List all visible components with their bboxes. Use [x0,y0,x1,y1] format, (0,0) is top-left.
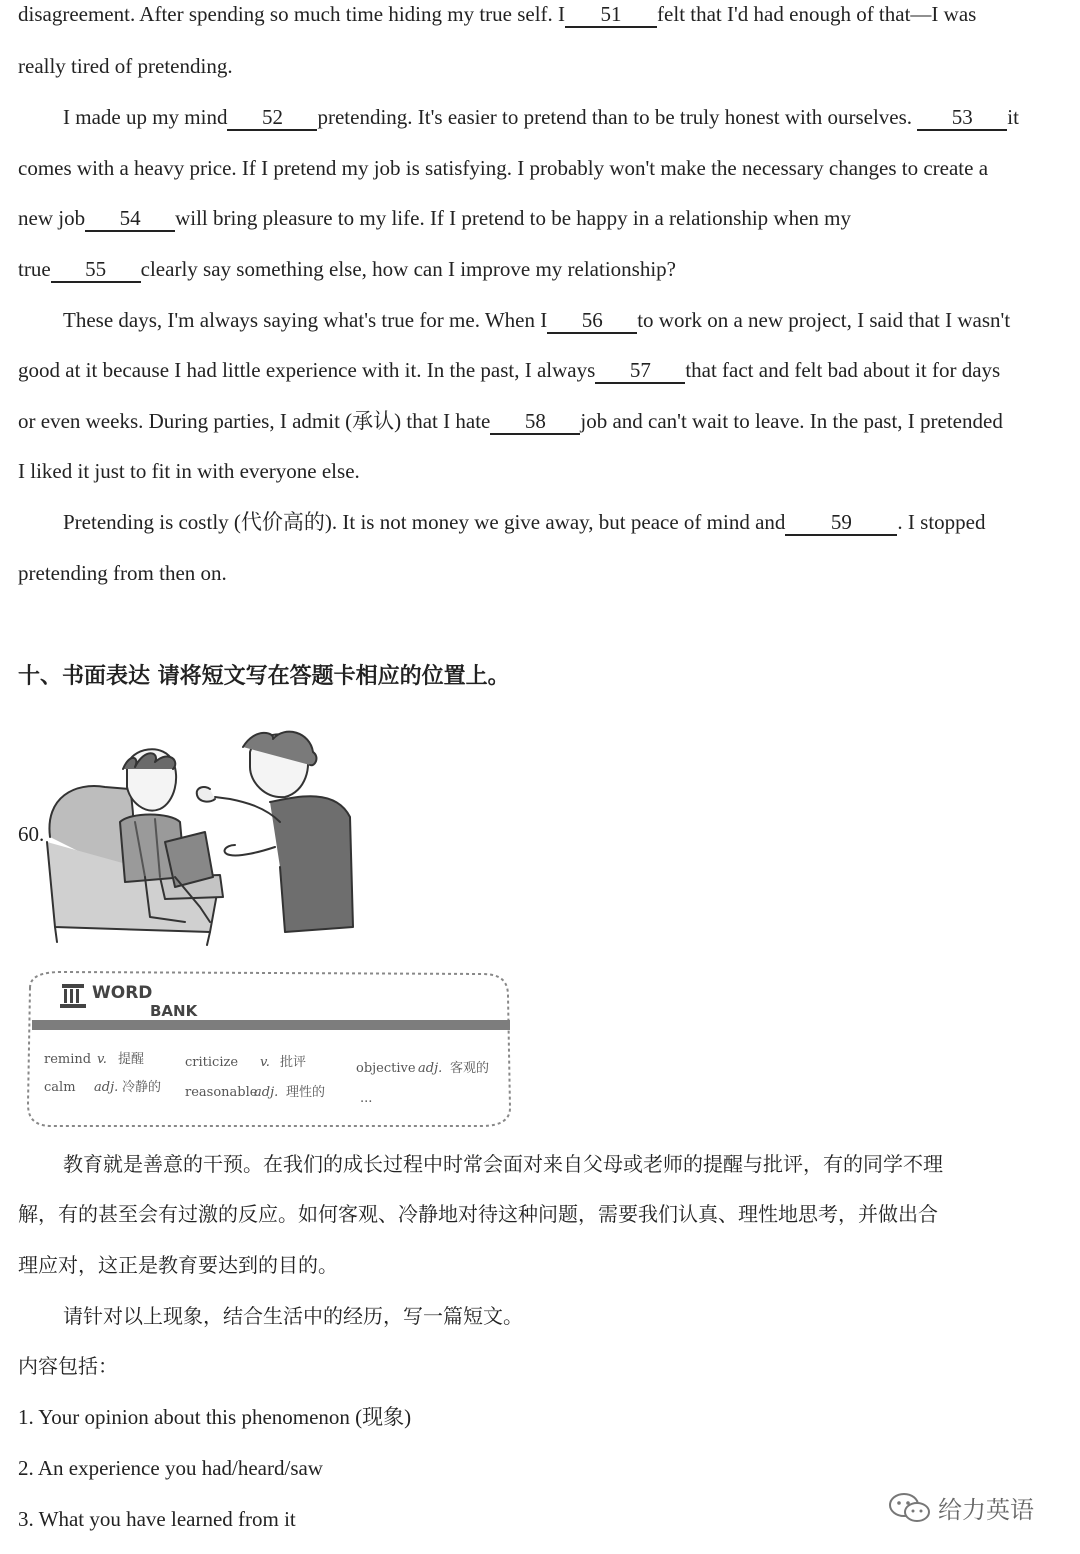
prompt-paragraph: 解，有的甚至会有过激的反应。如何客观、冷静地对待这种问题，需要我们认真、理性地思考，并做出合 [18,1202,938,1226]
watermark-text: 给力英语 [938,1496,1034,1524]
blank-55: 55 [51,257,141,283]
prompt-paragraph: 理应对，这正是教育要达到的目的。 [18,1253,338,1277]
word-bank [22,968,512,1130]
wechat-icon [888,1491,932,1525]
wb-meaning: 批评 [280,1055,307,1070]
blank-58: 58 [490,409,580,435]
passage-line [18,204,851,232]
passage-line [18,255,676,283]
passage-text: it [1007,105,1019,129]
wb-pos: v. [97,1052,107,1067]
passage-text: job and can't wait to leave. In the past, I pretended [580,409,1003,433]
word-bank-title-bank: BANK [150,1002,198,1020]
passage-text: new job [18,206,86,230]
passage-text: to work on a new project, I said that I wasn't [637,308,1011,332]
wb-meaning: 冷静的 [122,1080,162,1095]
passage-line [18,407,1003,435]
content-item: 3. What you have learned from it [18,1507,296,1531]
passage-text: These days, I'm always saying what's true for me. When I [63,308,548,332]
wb-pos: adj. [418,1061,443,1076]
blank-53: 53 [917,105,1007,131]
watermark [888,1490,1034,1525]
passage-text: Pretending is costly (代价高的). It is not money we give away, but peace of mind and [63,510,786,534]
passage-line [18,356,1000,384]
illustration-image [35,727,365,949]
passage-text: felt that I'd had enough of that—I was [657,2,977,26]
passage-text: good at it because I had little experience with it. In the past, I always [18,358,596,382]
prompt-paragraph: 教育就是善意的干预。在我们的成长过程中时常会面对来自父母或老师的提醒与批评，有的同学不理 [63,1152,943,1176]
wb-word: calm [44,1080,76,1095]
passage-text: that fact and felt bad about it for days [685,358,1001,382]
wb-word: reasonable [185,1085,258,1100]
passage-line [18,0,976,28]
passage-line: pretending from then on. [18,561,227,585]
wb-pos: adj. [94,1080,119,1095]
passage-line [63,508,985,536]
wb-word: ... [360,1091,373,1106]
passage-text: I made up my mind [63,105,228,129]
wb-meaning: 理性的 [286,1085,326,1100]
prompt-instruction: 请针对以上现象，结合生活中的经历，写一篇短文。 [63,1304,523,1328]
content-item: 2. An experience you had/heard/saw [18,1456,323,1480]
passage-text: pretending. It's easier to pretend than to be truly honest with ourselves. [317,105,913,129]
passage-text: or even weeks. During parties, I admit (承认) that I hate [18,409,491,433]
blank-52: 52 [227,105,317,131]
blank-56: 56 [547,308,637,334]
blank-51: 51 [565,2,657,28]
passage-line: I liked it just to fit in with everyone else. [18,459,360,483]
blank-57: 57 [595,358,685,384]
word-bank-title-word: WORD [92,983,153,1003]
wb-word: objective [356,1061,416,1076]
section-heading: 十、书面表达 请将短文写在答题卡相应的位置上。 [18,664,510,689]
passage-text: . I stopped [897,510,986,534]
wb-pos: v. [260,1055,270,1070]
content-item: 1. Your opinion about this phenomenon (现象) [18,1405,412,1429]
passage-text: disagreement. After spending so much time hiding my true self. I [18,2,566,26]
wb-meaning: 提醒 [118,1052,145,1067]
wb-word: remind [44,1052,92,1067]
wb-pos: adj. [254,1085,279,1100]
wb-word: criticize [185,1055,239,1070]
passage-text: clearly say something else, how can I improve my relationship? [140,257,677,281]
content-label: 内容包括： [18,1354,118,1378]
bank-icon [60,984,86,1008]
question-number: 60. [18,822,45,846]
passage-text: true [18,257,51,281]
passage-text: will bring pleasure to my life. If I pretend to be happy in a relationship when my [175,206,851,230]
passage-line [63,103,1019,131]
blank-59: 59 [785,510,897,536]
passage-line: really tired of pretending. [18,54,233,78]
wb-meaning: 客观的 [450,1061,490,1076]
blank-54: 54 [85,206,175,232]
passage-line [63,306,1010,334]
passage-line: comes with a heavy price. If I pretend my job is satisfying. I probably won't make the necessary changes to create a [18,156,989,180]
